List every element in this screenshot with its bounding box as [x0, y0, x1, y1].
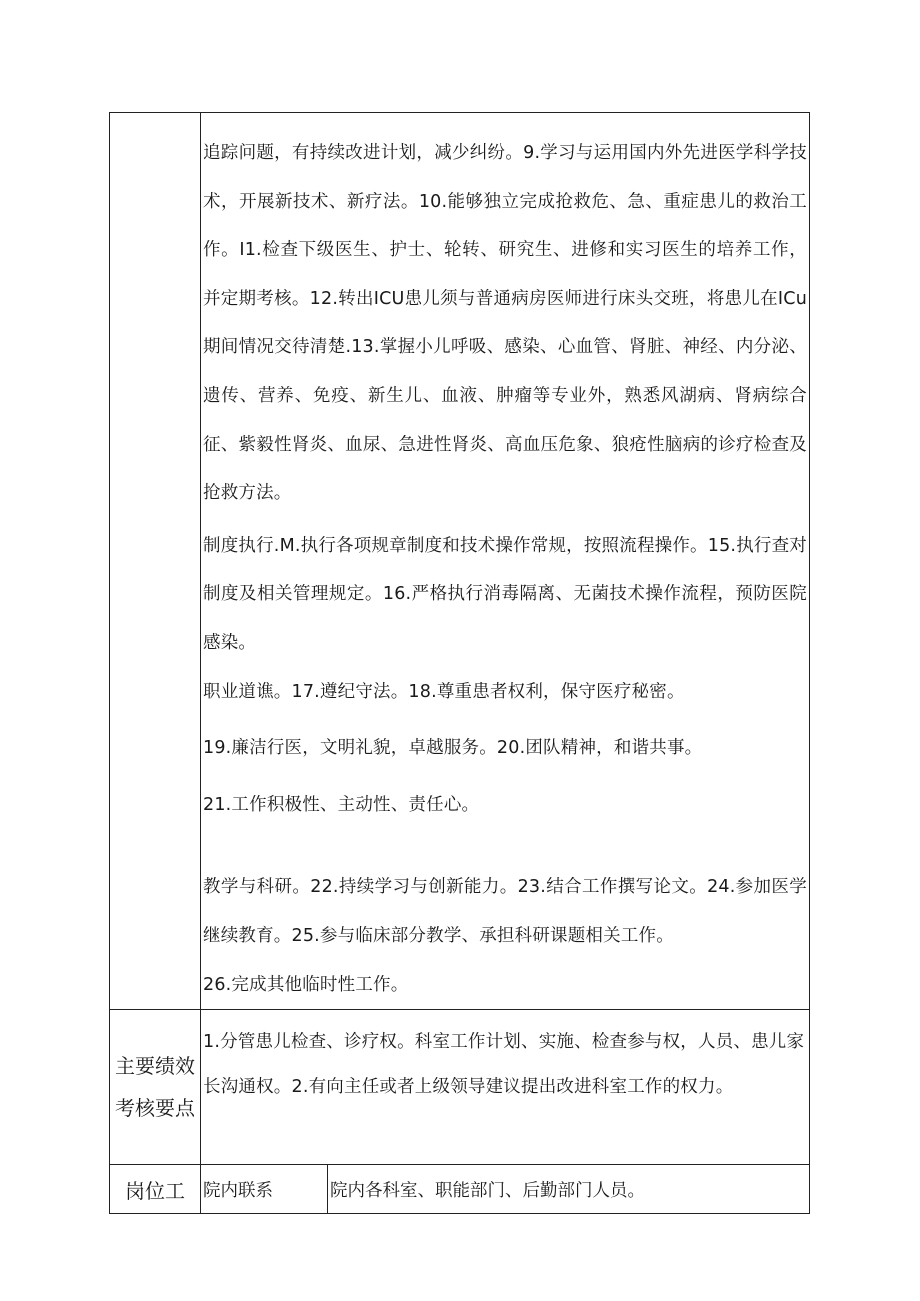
- kpi-label-line2: 考核要点: [115, 1096, 195, 1121]
- post-sub-label: 院内联系: [203, 1180, 273, 1201]
- post-value: 院内各科室、职能部门、后勤部门人员。: [328, 1165, 810, 1213]
- duties-paragraph: 制度执行.M.执行各项规章制度和技术操作常规，按照流程操作。15.执行查对制度及相关管理规定。16.严格执行消毒隔离、无菌技术操作流程，预防医院感染。: [203, 535, 807, 653]
- kpi-text-cell: 1.分管患儿检查、诊疗权。科室工作计划、实施、检查参与权，人员、患儿家长沟通权。2.有向主任或者上级领导建议提出改进科室工作的权力。: [201, 1010, 810, 1165]
- post-label-cell: 岗位工: [110, 1165, 201, 1214]
- duties-paragraph: 21.工作积极性、主动性、责任心。: [203, 794, 480, 815]
- kpi-label-cell: [110, 1010, 201, 1165]
- post-detail-cell: [201, 1165, 810, 1214]
- duties-label-cell: [110, 113, 201, 1010]
- duties-paragraph: 19.廉洁行医，文明礼貌，卓越服务。20.团队精神，和谐共事。: [203, 738, 703, 759]
- duties-paragraph: 教学与科研。22.持续学习与创新能力。23.结合工作撰写论文。24.参加医学继续教育。25.参与临床部分教学、承担科研课题相关工作。: [203, 877, 807, 946]
- duties-text-cell: [201, 113, 810, 1010]
- kpi-row: [110, 1010, 810, 1165]
- duties-paragraph: 追踪问题，有持续改进计划，减少纠纷。9.学习与运用国内外先进医学科学技术，开展新技术、新疗法。10.能够独立完成抢救危、急、重症患儿的救治工作。I1.检查下级医生、护士、轮转、研究生、进修和实习医生的培养工作，并定期考核。12.转出ICU患儿须与普通病房医师进行床头交班，将患儿在ICu期间情况交待清楚.13.掌握小儿呼吸、感染、心血管、肾脏、神经、内分泌、遗传、营养、免疫、新生儿、血液、肿瘤等专业外，熟悉风湖病、肾病综合征、紫毅性肾炎、血尿、急进性肾炎、高血压危象、狼疮性脑病的诊疗检查及抢救方法。: [203, 143, 807, 504]
- post-inner-table: [201, 1165, 809, 1213]
- duties-paragraph: 职业道谯。17.遵纪守法。18.尊重患者权利，保守医疗秘密。: [203, 681, 685, 702]
- kpi-label-line1: 主要绩效: [115, 1054, 195, 1079]
- duties-paragraph: 26.完成其他临时性工作。: [203, 974, 409, 995]
- duties-row: [110, 113, 810, 1010]
- post-row: [110, 1165, 810, 1214]
- job-description-table: [109, 112, 810, 1214]
